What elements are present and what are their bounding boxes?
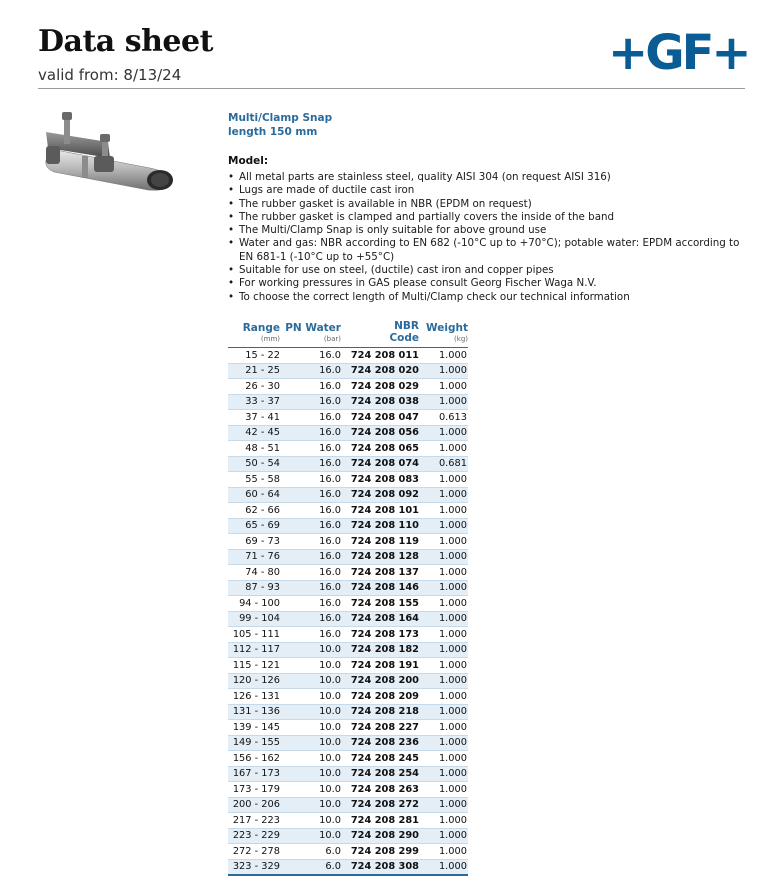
weight-cell: 1.000 (423, 487, 468, 503)
table-row (228, 348, 468, 364)
weight-cell: 1.000 (423, 751, 468, 767)
feature-item: • Suitable for use on steel, (ductile) cast iron and copper pipes (228, 264, 748, 277)
feature-list (228, 171, 748, 304)
weight-cell: 1.000 (423, 673, 468, 689)
range-cell: 71 - 76 (228, 549, 284, 565)
pn-water-cell: 16.0 (284, 472, 346, 488)
pn-water-cell: 16.0 (284, 441, 346, 457)
col-header-nbr-code: NBR Code (346, 320, 423, 348)
nbr-code-cell: 724 208 119 (346, 534, 423, 550)
range-cell: 200 - 206 (228, 797, 284, 813)
nbr-code-cell: 724 208 056 (346, 425, 423, 441)
range-cell: 173 - 179 (228, 782, 284, 798)
nbr-code-cell: 724 208 047 (346, 410, 423, 426)
pn-water-cell: 16.0 (284, 456, 346, 472)
nbr-code-cell: 724 208 218 (346, 704, 423, 720)
page-title: Data sheet (38, 24, 213, 59)
col-header-range: Range (mm) (228, 320, 284, 348)
table-row (228, 611, 468, 627)
nbr-code-cell: 724 208 128 (346, 549, 423, 565)
table-row (228, 580, 468, 596)
nbr-code-cell: 724 208 245 (346, 751, 423, 767)
weight-cell: 1.000 (423, 813, 468, 829)
table-row (228, 456, 468, 472)
pn-water-cell: 16.0 (284, 580, 346, 596)
weight-cell: 1.000 (423, 627, 468, 643)
nbr-code-cell: 724 208 011 (346, 348, 423, 364)
weight-cell: 1.000 (423, 689, 468, 705)
table-row (228, 844, 468, 860)
nbr-code-cell: 724 208 281 (346, 813, 423, 829)
table-row (228, 689, 468, 705)
table-row (228, 441, 468, 457)
table-row (228, 627, 468, 643)
table-row (228, 518, 468, 534)
table-header-row (228, 320, 468, 348)
pn-water-cell: 10.0 (284, 658, 346, 674)
range-cell: 115 - 121 (228, 658, 284, 674)
table-row (228, 565, 468, 581)
col-header-weight: Weight (kg) (423, 320, 468, 348)
weight-cell: 1.000 (423, 782, 468, 798)
pn-water-cell: 16.0 (284, 487, 346, 503)
pn-water-cell: 16.0 (284, 549, 346, 565)
feature-item: • Lugs are made of ductile cast iron (228, 184, 748, 197)
range-cell: 126 - 131 (228, 689, 284, 705)
pn-water-cell: 16.0 (284, 348, 346, 364)
valid-from-date: valid from: 8/13/24 (38, 66, 182, 84)
weight-cell: 1.000 (423, 642, 468, 658)
pn-water-cell: 10.0 (284, 673, 346, 689)
range-cell: 272 - 278 (228, 844, 284, 860)
nbr-code-cell: 724 208 137 (346, 565, 423, 581)
range-cell: 223 - 229 (228, 828, 284, 844)
range-cell: 69 - 73 (228, 534, 284, 550)
model-heading: Model: (228, 155, 269, 167)
weight-cell: 1.000 (423, 859, 468, 875)
weight-cell: 1.000 (423, 844, 468, 860)
pn-water-cell: 16.0 (284, 596, 346, 612)
weight-cell: 1.000 (423, 611, 468, 627)
weight-cell: 1.000 (423, 828, 468, 844)
col-header-pn-water: PN Water (bar) (284, 320, 346, 348)
pn-water-cell: 16.0 (284, 379, 346, 395)
pn-water-cell: 16.0 (284, 565, 346, 581)
table-row (228, 503, 468, 519)
table-row (228, 735, 468, 751)
weight-cell: 1.000 (423, 704, 468, 720)
clamp-photo (38, 110, 188, 194)
nbr-code-cell: 724 208 272 (346, 797, 423, 813)
weight-cell: 1.000 (423, 394, 468, 410)
pn-water-cell: 16.0 (284, 518, 346, 534)
pn-water-cell: 16.0 (284, 363, 346, 379)
pn-water-cell: 16.0 (284, 425, 346, 441)
table-row (228, 472, 468, 488)
weight-cell: 1.000 (423, 425, 468, 441)
range-cell: 37 - 41 (228, 410, 284, 426)
nbr-code-cell: 724 208 308 (346, 859, 423, 875)
nbr-code-cell: 724 208 182 (346, 642, 423, 658)
range-cell: 139 - 145 (228, 720, 284, 736)
range-cell: 55 - 58 (228, 472, 284, 488)
nbr-code-cell: 724 208 083 (346, 472, 423, 488)
table-row (228, 363, 468, 379)
table-row (228, 828, 468, 844)
table-row (228, 658, 468, 674)
weight-cell: 0.613 (423, 410, 468, 426)
pn-water-cell: 10.0 (284, 766, 346, 782)
feature-item: • The rubber gasket is available in NBR (EPDM on request) (228, 198, 748, 211)
table-row (228, 782, 468, 798)
nbr-code-cell: 724 208 299 (346, 844, 423, 860)
nbr-code-cell: 724 208 020 (346, 363, 423, 379)
pn-water-cell: 16.0 (284, 611, 346, 627)
table-row (228, 813, 468, 829)
range-cell: 323 - 329 (228, 859, 284, 875)
weight-cell: 1.000 (423, 549, 468, 565)
pn-water-cell: 16.0 (284, 394, 346, 410)
gf-logo: +GF+ (608, 25, 749, 81)
pn-water-cell: 10.0 (284, 689, 346, 705)
pn-water-cell: 6.0 (284, 859, 346, 875)
feature-item: • The Multi/Clamp Snap is only suitable for above ground use (228, 224, 748, 237)
table-row (228, 859, 468, 875)
weight-cell: 1.000 (423, 596, 468, 612)
range-cell: 149 - 155 (228, 735, 284, 751)
weight-cell: 1.000 (423, 797, 468, 813)
range-cell: 15 - 22 (228, 348, 284, 364)
nbr-code-cell: 724 208 155 (346, 596, 423, 612)
weight-cell: 1.000 (423, 720, 468, 736)
range-cell: 48 - 51 (228, 441, 284, 457)
product-title-line1: Multi/Clamp Snap (228, 112, 333, 124)
feature-item: • All metal parts are stainless steel, quality AISI 304 (on request AISI 316) (228, 171, 748, 184)
range-cell: 131 - 136 (228, 704, 284, 720)
table-row (228, 410, 468, 426)
range-cell: 87 - 93 (228, 580, 284, 596)
range-cell: 120 - 126 (228, 673, 284, 689)
product-table (228, 320, 468, 876)
nbr-code-cell: 724 208 101 (346, 503, 423, 519)
pn-water-cell: 10.0 (284, 704, 346, 720)
range-cell: 156 - 162 (228, 751, 284, 767)
table-row (228, 487, 468, 503)
nbr-code-cell: 724 208 038 (346, 394, 423, 410)
range-cell: 50 - 54 (228, 456, 284, 472)
header-divider (38, 88, 745, 89)
table-row (228, 642, 468, 658)
range-cell: 21 - 25 (228, 363, 284, 379)
range-cell: 99 - 104 (228, 611, 284, 627)
range-cell: 94 - 100 (228, 596, 284, 612)
weight-cell: 1.000 (423, 580, 468, 596)
feature-item: • Water and gas: NBR according to EN 682 (-10°C up to +70°C); potable water: EPDM according to EN 681-1 (-10°C up to +55°C) (228, 237, 748, 264)
nbr-code-cell: 724 208 254 (346, 766, 423, 782)
nbr-code-cell: 724 208 236 (346, 735, 423, 751)
range-cell: 74 - 80 (228, 565, 284, 581)
weight-cell: 1.000 (423, 503, 468, 519)
nbr-code-cell: 724 208 290 (346, 828, 423, 844)
weight-cell: 1.000 (423, 658, 468, 674)
nbr-code-cell: 724 208 263 (346, 782, 423, 798)
nbr-code-cell: 724 208 164 (346, 611, 423, 627)
feature-item: • For working pressures in GAS please consult Georg Fischer Waga N.V. (228, 277, 748, 290)
table-row (228, 596, 468, 612)
pn-water-cell: 16.0 (284, 503, 346, 519)
range-cell: 167 - 173 (228, 766, 284, 782)
pn-water-cell: 10.0 (284, 828, 346, 844)
nbr-code-cell: 724 208 029 (346, 379, 423, 395)
nbr-code-cell: 724 208 191 (346, 658, 423, 674)
range-cell: 60 - 64 (228, 487, 284, 503)
weight-cell: 1.000 (423, 472, 468, 488)
pn-water-cell: 10.0 (284, 782, 346, 798)
pn-water-cell: 10.0 (284, 797, 346, 813)
product-title (228, 112, 332, 139)
weight-cell: 1.000 (423, 379, 468, 395)
nbr-code-cell: 724 208 146 (346, 580, 423, 596)
nbr-code-cell: 724 208 092 (346, 487, 423, 503)
weight-cell: 1.000 (423, 735, 468, 751)
product-title-line2: length 150 mm (228, 125, 318, 138)
range-cell: 42 - 45 (228, 425, 284, 441)
table-row (228, 751, 468, 767)
range-cell: 112 - 117 (228, 642, 284, 658)
table-row (228, 394, 468, 410)
table-row (228, 704, 468, 720)
table-row (228, 425, 468, 441)
weight-cell: 1.000 (423, 441, 468, 457)
nbr-code-cell: 724 208 200 (346, 673, 423, 689)
feature-item: • To choose the correct length of Multi/Clamp check our technical information (228, 291, 748, 304)
table-row (228, 673, 468, 689)
nbr-code-cell: 724 208 227 (346, 720, 423, 736)
nbr-code-cell: 724 208 065 (346, 441, 423, 457)
nbr-code-cell: 724 208 209 (346, 689, 423, 705)
table-row (228, 797, 468, 813)
range-cell: 62 - 66 (228, 503, 284, 519)
weight-cell: 1.000 (423, 363, 468, 379)
pn-water-cell: 10.0 (284, 642, 346, 658)
range-cell: 65 - 69 (228, 518, 284, 534)
pn-water-cell: 10.0 (284, 720, 346, 736)
table-row (228, 379, 468, 395)
pn-water-cell: 10.0 (284, 751, 346, 767)
pn-water-cell: 10.0 (284, 813, 346, 829)
nbr-code-cell: 724 208 173 (346, 627, 423, 643)
pn-water-cell: 16.0 (284, 534, 346, 550)
weight-cell: 1.000 (423, 348, 468, 364)
pn-water-cell: 16.0 (284, 627, 346, 643)
weight-cell: 0.681 (423, 456, 468, 472)
pn-water-cell: 6.0 (284, 844, 346, 860)
weight-cell: 1.000 (423, 565, 468, 581)
range-cell: 26 - 30 (228, 379, 284, 395)
weight-cell: 1.000 (423, 534, 468, 550)
pn-water-cell: 16.0 (284, 410, 346, 426)
pn-water-cell: 10.0 (284, 735, 346, 751)
nbr-code-cell: 724 208 074 (346, 456, 423, 472)
nbr-code-cell: 724 208 110 (346, 518, 423, 534)
range-cell: 217 - 223 (228, 813, 284, 829)
weight-cell: 1.000 (423, 766, 468, 782)
weight-cell: 1.000 (423, 518, 468, 534)
range-cell: 105 - 111 (228, 627, 284, 643)
table-row (228, 766, 468, 782)
table-row (228, 720, 468, 736)
feature-item: • The rubber gasket is clamped and partially covers the inside of the band (228, 211, 748, 224)
table-row (228, 534, 468, 550)
table-row (228, 549, 468, 565)
range-cell: 33 - 37 (228, 394, 284, 410)
